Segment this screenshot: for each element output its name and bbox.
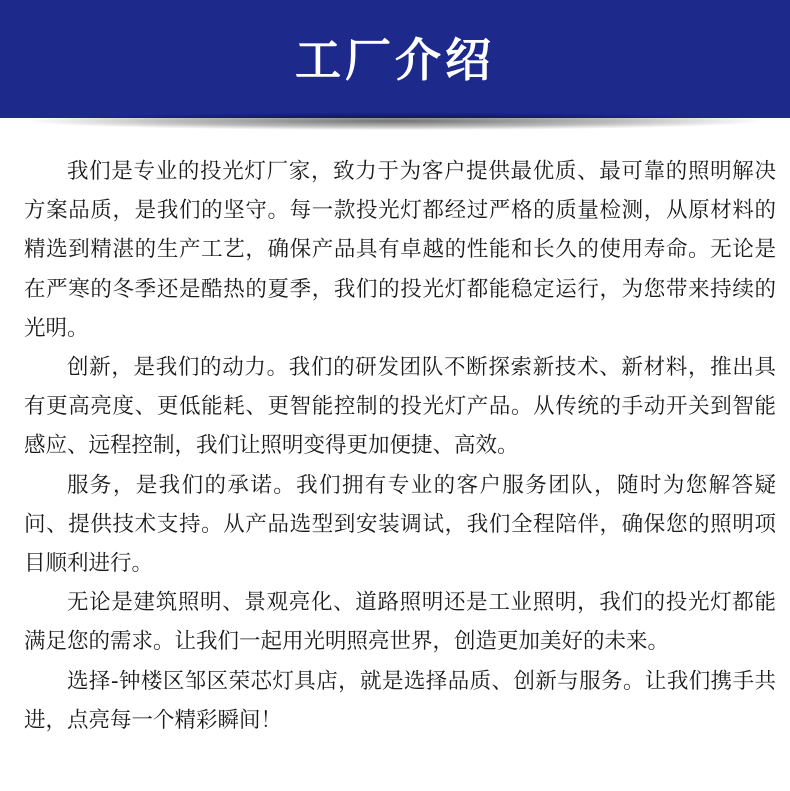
paragraph-innovation: 创新，是我们的动力。我们的研发团队不断探索新技术、新材料，推出具有更高亮度、更低能耗、更智能控制的投光灯产品。从传统的手动开关到智能感应、远程控制，我们让照明变得更加便捷、高效。 (24, 355, 776, 459)
header-banner (0, 0, 790, 118)
paragraph-applications: 无论是建筑照明、景观亮化、道路照明还是工业照明，我们的投光灯都能满足您的需求。让我们一起用光明照亮世界，创造更加美好的未来。 (24, 590, 776, 655)
paragraph-quality: 我们是专业的投光灯厂家，致力于为客户提供最优质、最可靠的照明解决方案品质，是我们的坚守。每一款投光灯都经过严格的质量检测，从原材料的精选到精湛的生产工艺，确保产品具有卓越的性能和长久的使用寿命。无论是在严寒的冬季还是酷热的夏季，我们的投光灯都能稳定运行，为您带来持续的光明。 (24, 159, 776, 341)
paragraph-closing: 选择-钟楼区邹区荣芯灯具店，就是选择品质、创新与服务。让我们携手共进，点亮每一个精彩瞬间！ (24, 668, 776, 733)
banner-shadow (30, 112, 760, 130)
intro-text (24, 152, 776, 740)
paragraph-service: 服务，是我们的承诺。我们拥有专业的客户服务团队，随时为您解答疑问、提供技术支持。从产品选型到安装调试，我们全程陪伴，确保您的照明项目顺利进行。 (24, 472, 776, 577)
page-title: 工厂介绍 (295, 33, 495, 87)
